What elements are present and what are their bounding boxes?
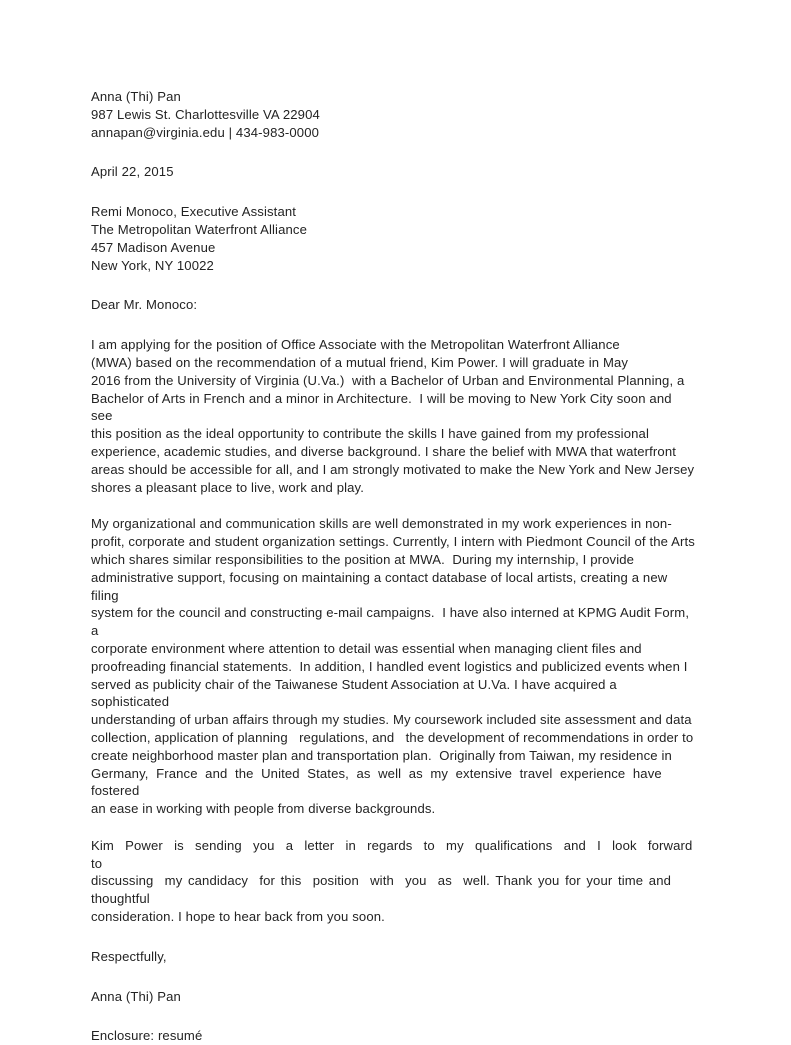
body-paragraph-1 — [91, 336, 695, 496]
signature-name: Anna (Thi) Pan — [91, 988, 181, 1004]
paragraph-line: which shares similar responsibilities to the position at MWA. During my internship, I provide — [91, 551, 635, 567]
paragraph-line: administrative support, focusing on maintaining a contact database of local artists, creating a new filing — [91, 569, 672, 603]
paragraph-line: Kim Power is sending you a letter in regards to my qualifications and I look forward to — [91, 837, 704, 871]
paragraph-line: My organizational and communication skills are well demonstrated in my work experiences in non- — [91, 516, 672, 532]
signature-block — [91, 988, 695, 1006]
enclosure-note: Enclosure: resumé — [91, 1028, 203, 1044]
paragraph-line: an ease in working with people from diverse backgrounds. — [91, 801, 436, 817]
paragraph-line: discussing my candidacy for this position with you as well. Thank you for your time and thoughtful — [91, 873, 677, 907]
paragraph-line: 2016 from the University of Virginia (U.Va.) with a Bachelor of Urban and Environmental Planning, a — [91, 372, 685, 388]
spacer-after-salutation — [91, 314, 695, 336]
spacer-after-paragraph-2 — [91, 818, 695, 837]
sender-name: Anna (Thi) Pan — [91, 89, 181, 104]
recipient-street: 457 Madison Avenue — [91, 239, 216, 255]
recipient-address-block — [91, 203, 695, 274]
salutation: Dear Mr. Monoco: — [91, 297, 198, 313]
paragraph-line: shores a pleasant place to live, work and play. — [91, 479, 365, 495]
paragraph-line: proofreading financial statements. In addition, I handled event logistics and publicized events when I — [91, 658, 688, 674]
paragraph-line: this position as the ideal opportunity to contribute the skills I have gained from my professional — [91, 426, 649, 442]
recipient-city-state-zip: New York, NY 10022 — [91, 257, 214, 273]
spacer-after-valediction — [91, 966, 695, 988]
sender-contact: annapan@virginia.edu | 434-983-0000 — [91, 124, 320, 140]
closing-valediction-block — [91, 948, 695, 966]
body-paragraph-2 — [91, 515, 695, 818]
sender-address-block — [91, 88, 695, 141]
paragraph-line: corporate environment where attention to detail was essential when managing client files and — [91, 640, 642, 656]
spacer-after-paragraph-3 — [91, 926, 695, 948]
paragraph-line: understanding of urban affairs through my studies. My coursework included site assessment and data — [91, 712, 692, 728]
recipient-name-title: Remi Monoco, Executive Assistant — [91, 204, 297, 220]
paragraph-line: consideration. I hope to hear back from you soon. — [91, 909, 385, 925]
paragraph-line: served as publicity chair of the Taiwanese Student Association at U.Va. I have acquired a sophisticated — [91, 676, 621, 710]
spacer-after-signature — [91, 1005, 695, 1027]
letter-date-block — [91, 163, 695, 181]
salutation-block — [91, 296, 695, 314]
spacer-after-sender — [91, 141, 695, 163]
sender-street-address: 987 Lewis St. Charlottesville VA 22904 — [91, 106, 320, 122]
paragraph-line: experience, academic studies, and diverse background. I share the belief with MWA that waterfront — [91, 443, 677, 459]
body-paragraph-3 — [91, 837, 704, 926]
paragraph-line: system for the council and constructing e-mail campaigns. I have also interned at KPMG Audit Form, a — [91, 605, 693, 639]
paragraph-line: collection, application of planning regulations, and the development of recommendations in order to — [91, 729, 694, 745]
recipient-organization: The Metropolitan Waterfront Alliance — [91, 221, 308, 237]
paragraph-line: I am applying for the position of Office Associate with the Metropolitan Waterfront Alliance — [91, 337, 620, 353]
paragraph-line: Bachelor of Arts in French and a minor in Architecture. I will be moving to New York City soon and see — [91, 390, 676, 424]
enclosure-block — [91, 1027, 695, 1045]
spacer-after-paragraph-1 — [91, 496, 695, 515]
letter-date: April 22, 2015 — [91, 164, 174, 180]
spacer-after-recipient — [91, 274, 695, 296]
paragraph-line: Germany, France and the United States, as well as my extensive travel experience have fostered — [91, 765, 666, 799]
letter-body — [91, 88, 704, 1045]
paragraph-line: (MWA) based on the recommendation of a mutual friend, Kim Power. I will graduate in May — [91, 354, 629, 370]
closing-valediction: Respectfully, — [91, 948, 167, 964]
paragraph-line: areas should be accessible for all, and I am strongly motivated to make the New York and New Jersey — [91, 461, 695, 477]
paragraph-line: create neighborhood master plan and transportation plan. Originally from Taiwan, my residence in — [91, 747, 672, 763]
paragraph-line: profit, corporate and student organization settings. Currently, I intern with Piedmont Council of the Arts — [91, 534, 695, 550]
spacer-after-date — [91, 181, 695, 203]
